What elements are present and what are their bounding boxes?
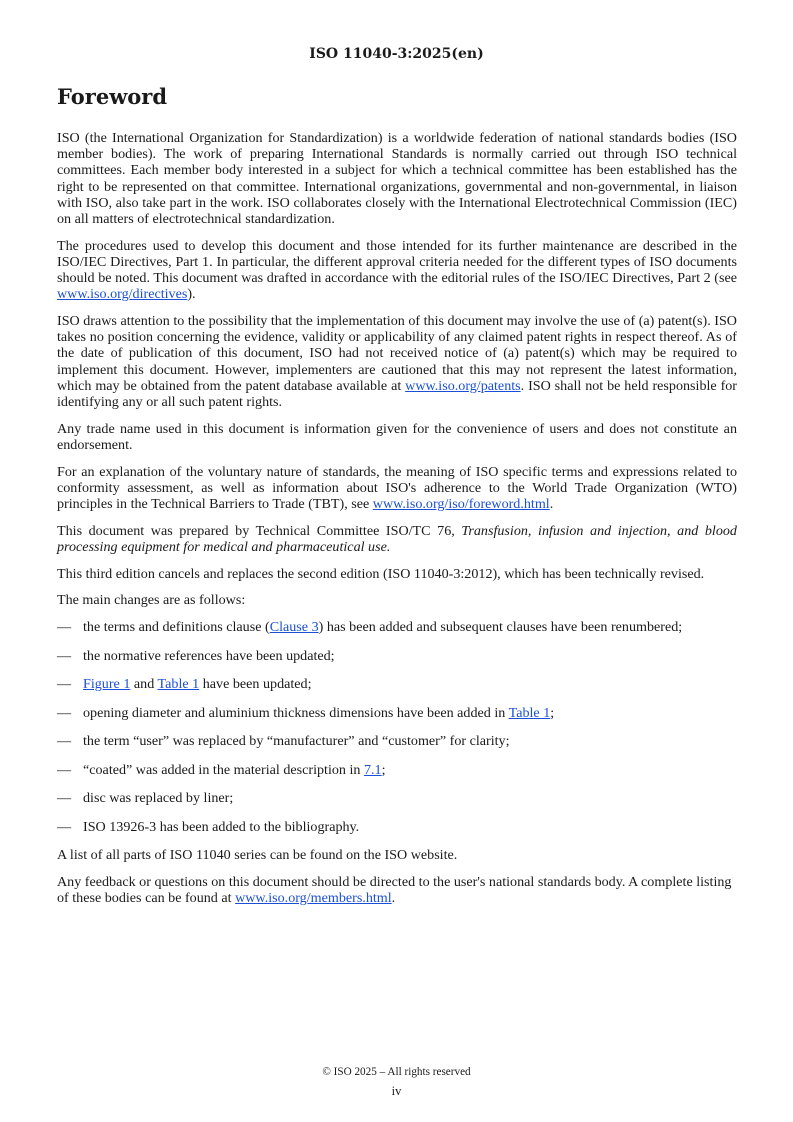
paragraph-text: . — [391, 889, 396, 906]
list-dash: — — [57, 733, 72, 750]
list-item — [57, 733, 737, 749]
list-item — [57, 819, 737, 835]
paragraph-voluntary-nature — [57, 464, 737, 513]
list-item-text: opening diameter and aluminium thickness dimensions have been added in — [83, 704, 509, 721]
list-dash: — — [57, 761, 72, 778]
list-dash: — — [57, 647, 72, 664]
list-item-text: ) has been added and subsequent clauses have been renumbered; — [318, 619, 683, 636]
paragraph-iso-intro: ISO (the International Organization for Standardization) is a worldwide federation of national standards bodies (ISO member bodies). The work of preparing International Standards is normally carried out through ISO technical committees. Each member body interested in a subject for which a technical committee has been established has the right to be represented on that committee. International organizations, governmental and non-governmental, in liaison with ISO, also take part in the work. ISO collaborates closely with the International Electrotechnical Commission (IEC) on all matters of electrotechnical standardization. — [57, 130, 737, 228]
list-item-text: disc was replaced by liner; — [83, 790, 234, 807]
list-item-text: the terms and definitions clause ( — [83, 619, 270, 636]
members-link[interactable]: www.iso.org/members.html — [235, 889, 392, 906]
page-number: iv — [391, 1084, 402, 1098]
paragraph-text: ISO draws attention to the possibility that the implementation of this document may involve the use of (a) patent(s). ISO takes no position concerning the evidence, validity or applicability of any claimed patent rights in respect thereof. As of the date of publication of this document, ISO had not received notice of (a) patent(s) which may be required to implement this document. However, implementers are cautioned that this may not represent the latest information, which may be obtained from the patent database available at — [57, 313, 737, 394]
paragraph-feedback — [57, 874, 737, 906]
list-item — [57, 790, 737, 806]
list-dash: — — [57, 790, 72, 807]
foreword-link[interactable]: www.iso.org/iso/foreword.html — [372, 496, 550, 513]
table-1-link[interactable]: Table 1 — [157, 676, 200, 693]
paragraph-text: This document was prepared by Technical Committee ISO/TC 76, — [57, 522, 462, 539]
list-item — [57, 705, 737, 721]
paragraph-edition: This third edition cancels and replaces the second edition (ISO 11040-3:2012), which has been technically revised. — [57, 565, 705, 582]
directives-link[interactable]: www.iso.org/directives — [57, 286, 188, 303]
clause-3-link[interactable]: Clause 3 — [269, 619, 319, 636]
list-item-text: “coated” was added in the material description in — [83, 761, 364, 778]
list-item-text: ; — [381, 761, 386, 778]
list-item — [57, 619, 737, 635]
table-1-link[interactable]: Table 1 — [508, 704, 551, 721]
figure-1-link[interactable]: Figure 1 — [83, 676, 131, 693]
list-dash: — — [57, 818, 72, 835]
clause-7-1-link[interactable]: 7.1 — [363, 761, 382, 778]
list-item-text: and — [130, 676, 158, 693]
patents-link[interactable]: www.iso.org/patents — [405, 377, 521, 394]
list-item — [57, 762, 737, 778]
list-item-text: the term “user” was replaced by “manufacturer” and “customer” for clarity; — [83, 733, 510, 750]
list-dash: — — [57, 676, 72, 693]
committee-title: Transfusion, infusion and injection, and blood processing equipment for medical and pharmaceutical use. — [57, 522, 737, 555]
foreword-body — [57, 130, 737, 917]
paragraph-main-changes-intro: The main changes are as follows: — [57, 592, 246, 609]
list-dash: — — [57, 704, 72, 721]
paragraph-patents — [57, 313, 737, 410]
paragraph-text: The procedures used to develop this document and those intended for its further maintenance are described in the ISO/IEC Directives, Part 1. In particular, the different approval criteria needed for the different types of ISO documents should be noted. This document was drafted in accordance with the editorial rules of the ISO/IEC Directives, Part 2 (see — [57, 237, 737, 287]
paragraph-text: ). — [187, 286, 196, 303]
list-item — [57, 676, 737, 692]
page-title: Foreword — [57, 84, 168, 109]
paragraph-text: Any feedback or questions on this document should be directed to the user's national standards body. A complete listing of these bodies can be found at — [57, 873, 732, 906]
paragraph-text: . ISO shall not be held responsible for identifying any or all such patent rights. — [57, 377, 738, 411]
paragraph-procedures — [57, 238, 737, 303]
list-item-text: have been updated; — [199, 676, 312, 693]
changes-list — [57, 619, 737, 835]
list-item — [57, 648, 737, 664]
paragraph-series-parts: A list of all parts of ISO 11040 series can be found on the ISO website. — [57, 847, 458, 864]
paragraph-text: For an explanation of the voluntary nature of standards, the meaning of ISO specific terms and expressions related to conformity assessment, as well as information about ISO's adherence to the World Trade Organization (WTO) principles in the Technical Barriers to Trade (TBT), see — [57, 463, 737, 513]
paragraph-trade-name: Any trade name used in this document is information given for the convenience of users and does not constitute an endorsement. — [57, 420, 737, 453]
list-item-text: the normative references have been updated; — [83, 647, 335, 664]
list-item-text: ; — [550, 704, 555, 721]
list-item-text: ISO 13926-3 has been added to the bibliography. — [83, 818, 360, 835]
document-id-header: ISO 11040-3:2025(en) — [309, 46, 484, 62]
list-dash: — — [57, 619, 72, 636]
paragraph-text: . — [549, 496, 554, 513]
copyright-notice: © ISO 2025 – All rights reserved — [322, 1066, 471, 1078]
paragraph-technical-committee — [57, 523, 737, 555]
